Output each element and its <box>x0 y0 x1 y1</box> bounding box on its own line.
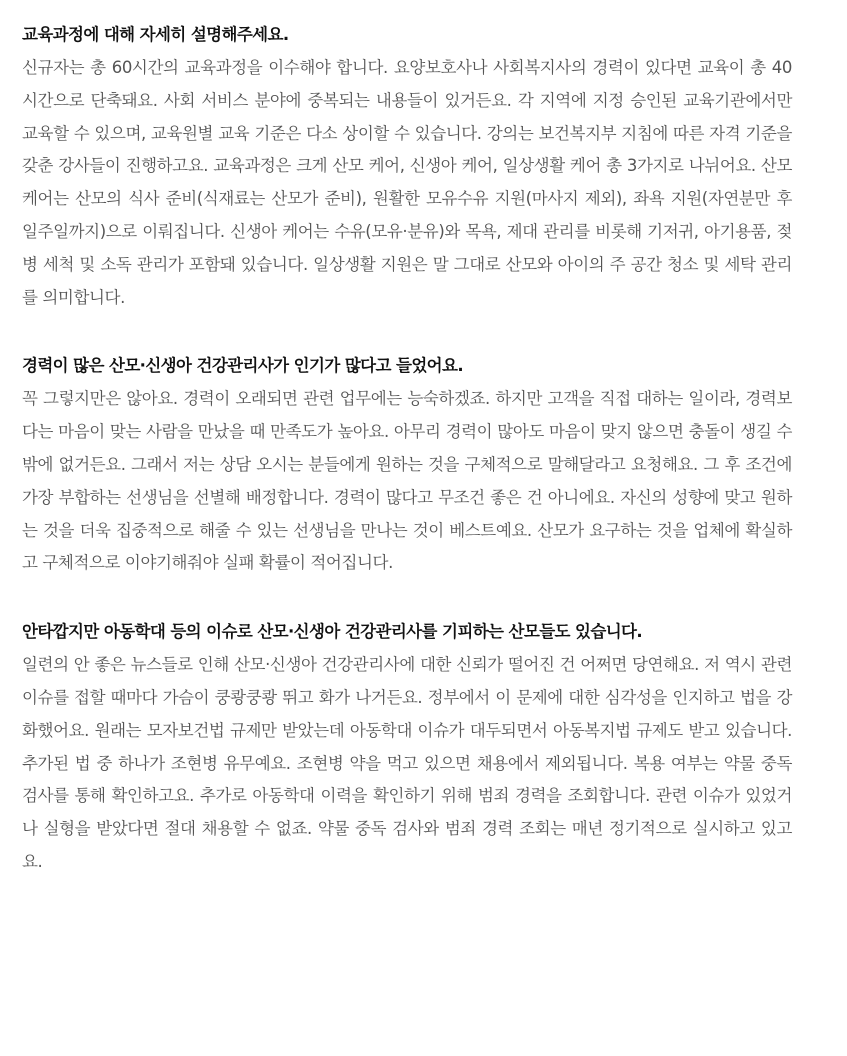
qa-section-2 <box>22 351 792 580</box>
answer-paragraph: 일련의 안 좋은 뉴스들로 인해 산모·신생아 건강관리사에 대한 신뢰가 떨어진 건 어쩌면 당연해요. 저 역시 관련 이슈를 접할 때마다 가슴이 쿵쾅쿵쾅 뛰고 화가 나거든요. 정부에서 이 문제에 대한 심각성을 인지하고 법을 강화했어요. 원래는 모자보건법 규제만 받았는데 아동학대 이슈가 대두되면서 아동복지법 규제도 받고 있습니다. 추가된 법 중 하나가 조현병 유무예요. 조현병 약을 먹고 있으면 채용에서 제외됩니다. 복용 여부는 약물 중독 검사를 통해 확인하고요. 추가로 아동학대 이력을 확인하기 위해 범죄 경력을 조회합니다. 관련 이슈가 있었거나 실형을 받았다면 절대 채용할 수 없죠. 약물 중독 검사와 범죄 경력 조회는 매년 정기적으로 실시하고 있고요. <box>22 655 792 871</box>
question-heading: 경력이 많은 산모·신생아 건강관리사가 인기가 많다고 들었어요. <box>22 356 464 376</box>
interview-article <box>22 20 792 879</box>
qa-section-1 <box>22 20 792 314</box>
qa-section-3 <box>22 617 792 879</box>
question-heading: 교육과정에 대해 자세히 설명해주세요. <box>22 25 289 44</box>
answer-paragraph: 신규자는 총 60시간의 교육과정을 이수해야 합니다. 요양보호사나 사회복지사의 경력이 있다면 교육이 총 40시간으로 단축돼요. 사회 서비스 분야에 중복되는 내용들이 있거든요. 각 지역에 지정 승인된 교육기관에서만 교육할 수 있으며, 교육원별 교육 기준은 다소 상이할 수 있습니다. 강의는 보건복지부 지침에 따른 자격 기준을 갖춘 강사들이 진행하고요. 교육과정은 크게 산모 케어, 신생아 케어, 일상생활 케어 총 3가지로 나뉘어요. 산모 케어는 산모의 식사 준비(식재료는 산모가 준비), 원활한 모유수유 지원(마사지 제외), 좌욕 지원(자연분만 후 일주일까지)으로 이뤄집니다. 신생아 케어는 수유(모유·분유)와 목욕, 제대 관리를 비롯해 기저귀, 아기용품, 젖병 세척 및 소독 관리가 포함돼 있습니다. 일상생활 지원은 말 그대로 산모와 아이의 주 공간 청소 및 세탁 관리를 의미합니다. <box>22 58 792 307</box>
answer-paragraph: 꼭 그렇지만은 않아요. 경력이 오래되면 관련 업무에는 능숙하겠죠. 하지만 고객을 직접 대하는 일이라, 경력보다는 마음이 맞는 사람을 만났을 때 만족도가 높아요. 아무리 경력이 많아도 마음이 맞지 않으면 충돌이 생길 수밖에 없거든요. 그래서 저는 상담 오시는 분들에게 원하는 것을 구체적으로 말해달라고 요청해요. 그 후 조건에 가장 부합하는 선생님을 선별해 배정합니다. 경력이 많다고 무조건 좋은 건 아니에요. 자신의 성향에 맞고 원하는 것을 더욱 집중적으로 해줄 수 있는 선생님을 만나는 것이 베스트예요. 산모가 요구하는 것을 업체에 확실하고 구체적으로 이야기해줘야 실패 확률이 적어집니다. <box>22 389 792 573</box>
question-heading: 안타깝지만 아동학대 등의 이슈로 산모·신생아 건강관리사를 기피하는 산모들도 있습니다. <box>22 622 643 642</box>
